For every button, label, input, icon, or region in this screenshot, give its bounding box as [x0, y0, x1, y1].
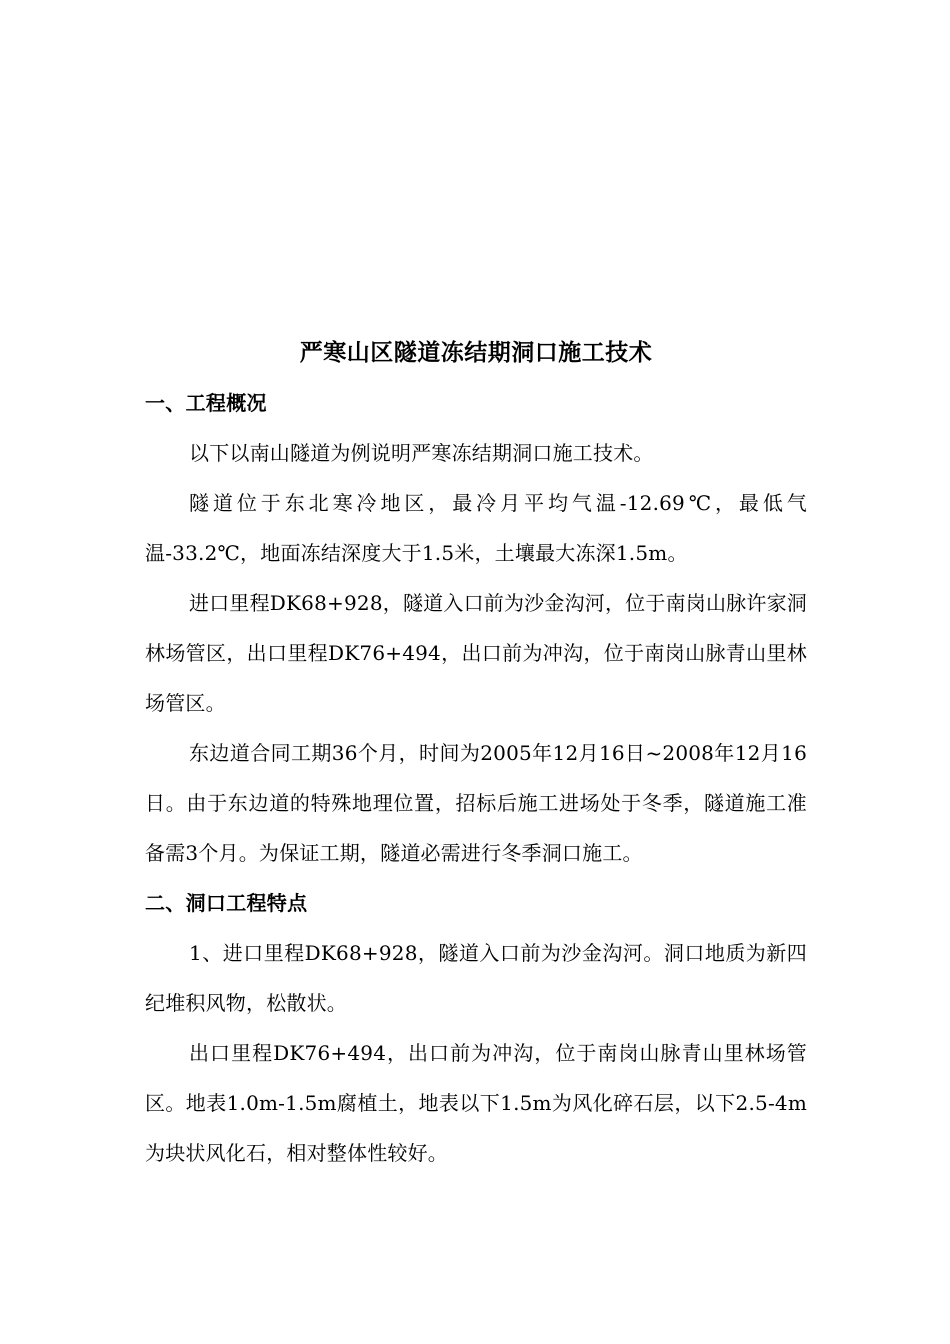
paragraph: 以下以南山隧道为例说明严寒冻结期洞口施工技术。	[189, 441, 654, 465]
section-heading-overview: 一、工程概况	[145, 391, 267, 415]
paragraph: 东边道合同工期36个月，时间为2005年12月16日~2008年12月16日。由于东边道的特殊地理位置，招标后施工进场处于冬季，隧道施工准备需3个月。为保证工期，隧道必需进行冬季洞口施工。	[145, 741, 807, 865]
paragraph: 进口里程DK68+928，隧道入口前为沙金沟河，位于南岗山脉许家洞林场管区，出口里程DK76+494，出口前为冲沟，位于南岗山脉青山里林场管区。	[145, 591, 807, 715]
section-heading-portal-features: 二、洞口工程特点	[145, 891, 308, 915]
paragraph: 隧道位于东北寒冷地区，最冷月平均气温-12.69℃，最低气温-33.2℃，地面冻结深度大于1.5米，土壤最大冻深1.5m。	[145, 491, 807, 565]
document-body	[145, 328, 807, 1178]
paragraph: 1、进口里程DK68+928，隧道入口前为沙金沟河。洞口地质为新四纪堆积风物，松散状。	[145, 941, 807, 1015]
document-title: 严寒山区隧道冻结期洞口施工技术	[299, 339, 653, 366]
paragraph: 出口里程DK76+494，出口前为冲沟，位于南岗山脉青山里林场管区。地表1.0m-1.5m腐植土，地表以下1.5m为风化碎石层，以下2.5-4m为块状风化石，相对整体性较好。	[145, 1041, 807, 1165]
